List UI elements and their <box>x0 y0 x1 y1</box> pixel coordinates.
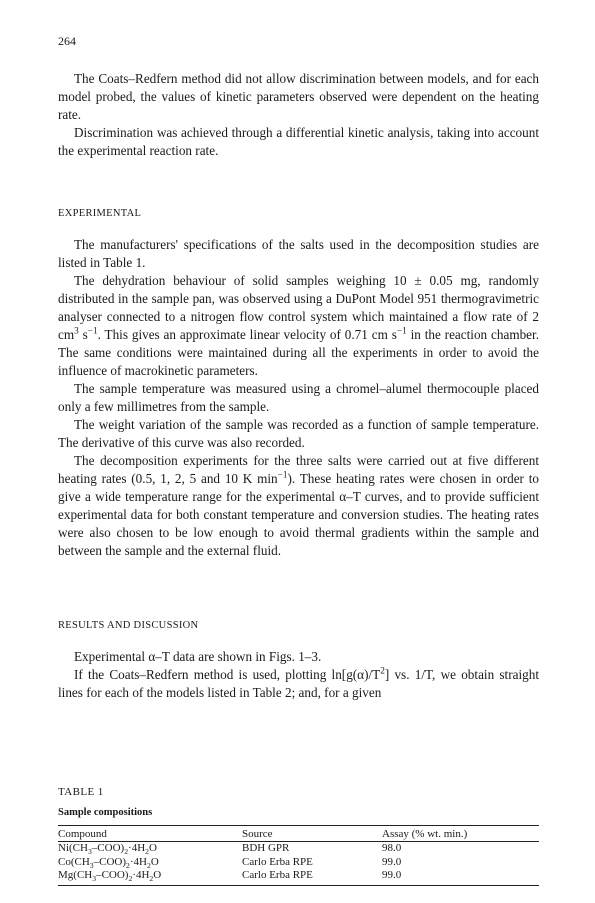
experimental-paragraph-1: The manufacturers' specifications of the salts used in the decomposition studies are listed in Table 1. <box>58 237 539 271</box>
table-subtitle: Sample compositions <box>58 807 153 818</box>
source-cell: Carlo Erba RPE <box>242 869 382 885</box>
table-row <box>58 842 539 856</box>
results-heading: RESULTS AND DISCUSSION <box>58 620 199 631</box>
assay-cell: 99.0 <box>382 869 539 885</box>
compound-cell: $Co(CH_3-COO)_2\cdot 4H_2O$ <box>58 855 159 870</box>
table-row <box>58 869 539 885</box>
column-header-compound: Compound <box>58 828 107 840</box>
sample-compositions-table <box>58 825 539 886</box>
experimental-paragraph-2: The dehydration behaviour of solid samples weighing 10 ± 0.05 mg, randomly distributed in the sample pan, was observed using a DuPont Model 951 thermogravimetric analyser connected to a nitrogen flow control system which maintained a flow rate of 2 $cm^3$ $s^{-1}$. This gives an approximate linear velocity of 0.71 cm $s^{-1}$ in the reaction chamber. The same conditions were maintained during all the experiments in order to avoid the influence of macrokinetic parameters. <box>58 273 539 379</box>
experimental-paragraph-5: The decomposition experiments for the three salts were carried out at five different heating rates (0.5, 1, 2, 5 and 10 K $\min^{-1}$). These heating rates were chosen in order to give a wide temperature range for the experimental α–T curves, and to provide sufficient experimental data for both constant temperature and conversion studies. The heating rates were also chosen to be low enough to avoid thermal gradients within the sample and between the sample and the external fluid. <box>58 453 539 559</box>
compound-cell: $Mg(CH_3-COO)_2\cdot 4H_2O$ <box>58 869 242 885</box>
table-row <box>58 856 539 870</box>
source-cell: BDH GPR <box>242 842 290 854</box>
results-paragraph-2: If the Coats–Redfern method is used, plotting $\ln[g(\alpha)/T^2]$ vs. 1/T, we obtain straight lines for each of the models listed in Table 2; and, for a given <box>58 665 539 701</box>
experimental-paragraph-3: The sample temperature was measured using a chromel–alumel thermocouple placed only a few millimetres from the sample. <box>58 381 539 415</box>
table-title: TABLE 1 <box>58 786 104 798</box>
experimental-paragraph-4: The weight variation of the sample was recorded as a function of sample temperature. The derivative of this curve was also recorded. <box>58 417 539 451</box>
assay-cell: 99.0 <box>382 855 402 868</box>
results-paragraph-1: Experimental α–T data are shown in Figs. 1–3. <box>74 649 322 664</box>
column-header-assay: Assay (% wt. min.) <box>382 828 468 840</box>
table-header-row <box>58 826 539 842</box>
column-header-source: Source <box>242 828 273 840</box>
intro-paragraph-2: Discrimination was achieved through a differential kinetic analysis, taking into account the experimental reaction rate. <box>58 125 539 159</box>
experimental-heading: EXPERIMENTAL <box>58 208 142 219</box>
compound-cell: $Ni(CH_3-COO)_2\cdot 4H_2O$ <box>58 842 157 857</box>
source-cell: Carlo Erba RPE <box>242 855 313 868</box>
intro-paragraph-1: The Coats–Redfern method did not allow discrimination between models, and for each model probed, the values of kinetic parameters observed were dependent on the heating rate. <box>58 71 539 123</box>
assay-cell: 98.0 <box>382 842 402 854</box>
page-number: 264 <box>58 34 76 48</box>
